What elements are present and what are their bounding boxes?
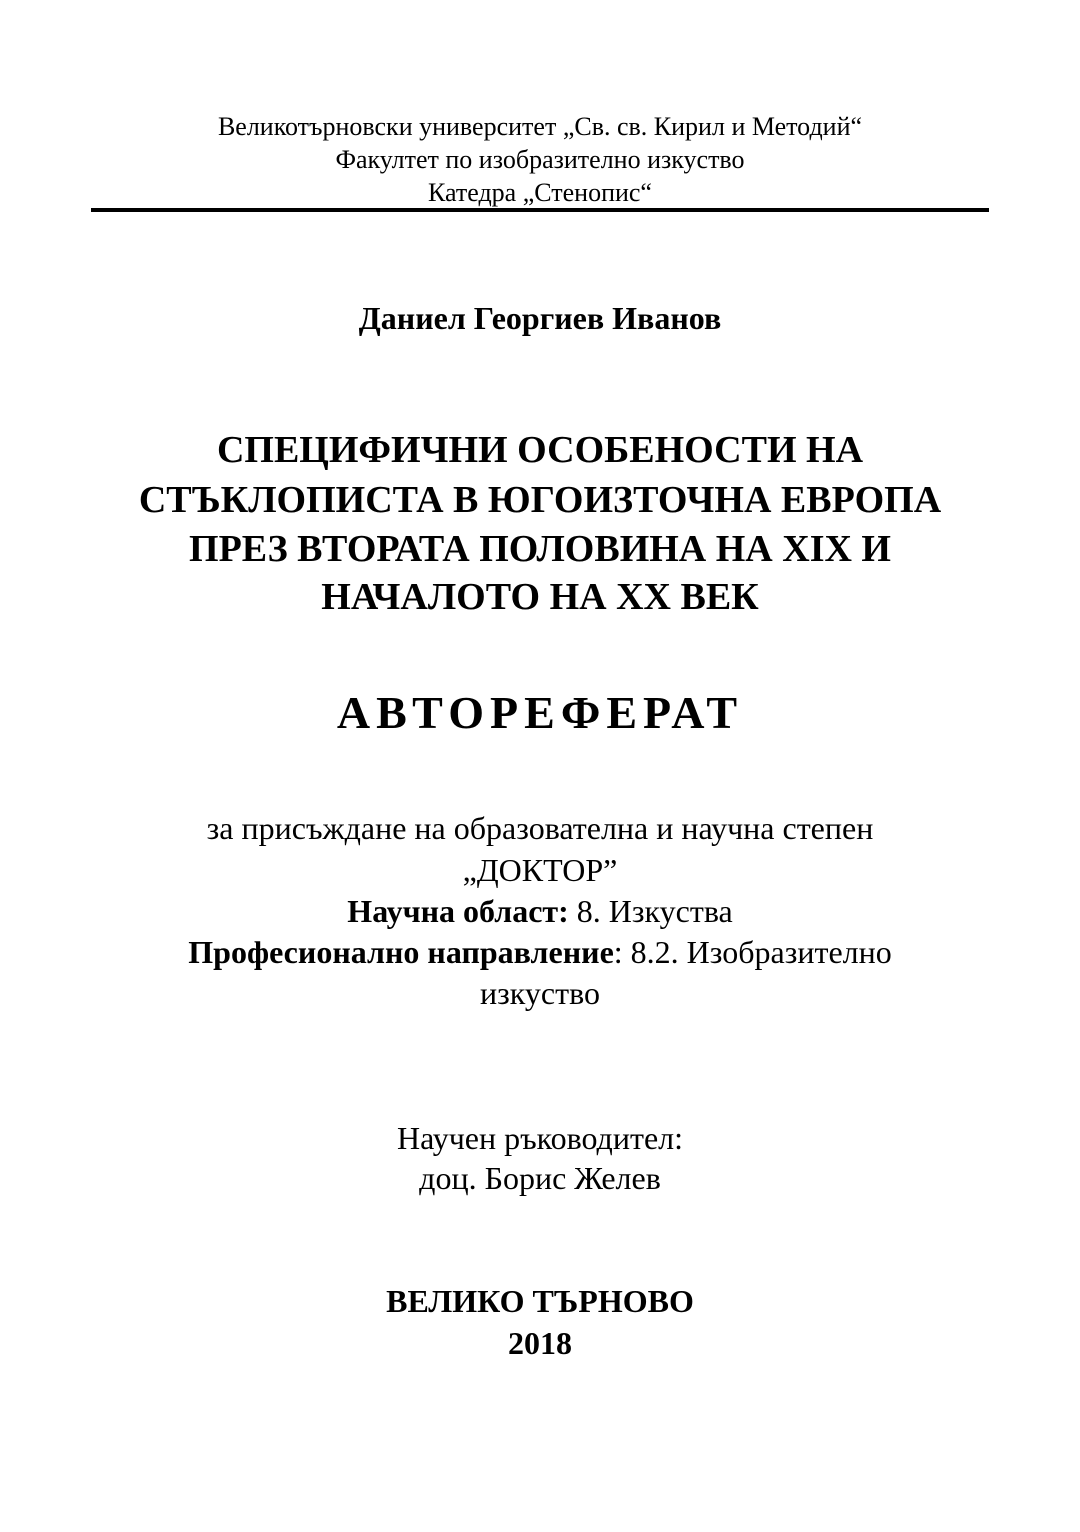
professional-direction-label: Професионално направление [188,934,614,970]
author-name: Даниел Георгиев Иванов [358,300,722,336]
supervisor-name: доц. Борис Желев [419,1160,661,1196]
title-line-1: СПЕЦИФИЧНИ ОСОБЕНОСТИ НА [216,429,864,471]
professional-direction [0,934,1080,971]
scientific-field [0,893,1080,930]
university-name: Великотърновски университет „Св. св. Кирил и Методий“ [217,112,863,141]
scientific-field-value: 8. Изкуства [568,893,733,929]
degree-name: „ДОКТОР” [462,852,618,888]
professional-direction-continued: изкуство [480,975,600,1011]
supervisor-label: Научен ръководител: [397,1120,683,1156]
year: 2018 [508,1325,572,1361]
title-line-4: НАЧАЛОТО НА XX ВЕК [321,576,759,618]
header-divider [91,208,989,212]
city: ВЕЛИКО ТЪРНОВО [386,1283,694,1319]
title-line-3: ПРЕЗ ВТОРАТА ПОЛОВИНА НА XIX И [189,528,891,570]
department-name: Катедра „Стенопис“ [428,178,652,207]
document-type: АВТОРЕФЕРАТ [336,687,744,738]
faculty-name: Факултет по изобразително изкуство [335,145,745,174]
professional-direction-value: : 8.2. Изобразително [613,934,892,970]
scientific-field-label: Научна област: [347,893,569,929]
degree-purpose: за присъждане на образователна и научна степен [206,810,874,846]
title-line-2: СТЪКЛОПИСТА В ЮГОИЗТОЧНА ЕВРОПА [138,479,942,521]
